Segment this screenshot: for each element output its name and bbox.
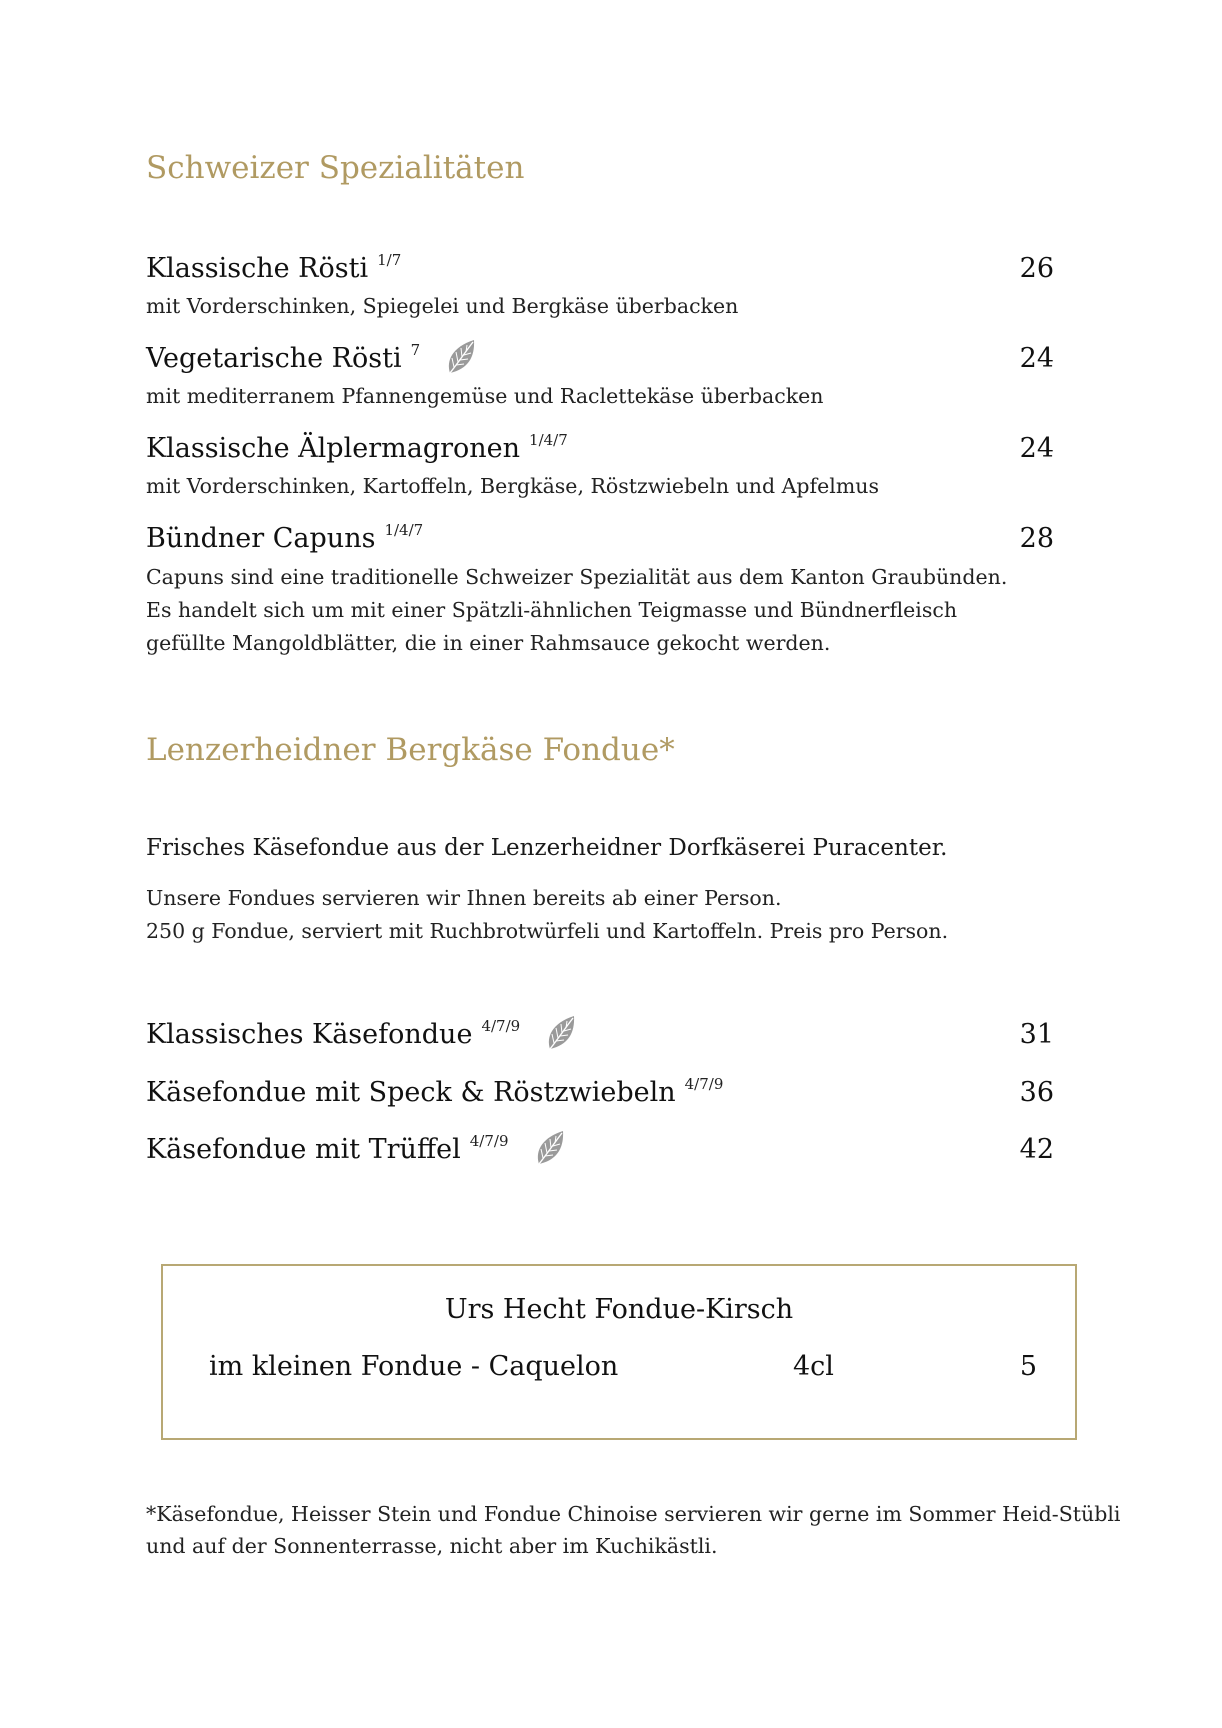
- item-description: mit Vorderschinken, Spiegelei und Bergkäse überbacken: [146, 294, 739, 318]
- menu-item-aelplermagronen: [146, 433, 568, 464]
- allergen-codes: 1/4/7: [384, 521, 424, 539]
- leaf-icon: [544, 1013, 578, 1060]
- leaf-icon: [444, 337, 478, 384]
- item-price: 26: [1019, 253, 1054, 284]
- kirsch-price: 5: [1019, 1351, 1037, 1382]
- item-name: Klassisches Käsefondue: [146, 1019, 473, 1050]
- allergen-codes: 7: [410, 341, 421, 359]
- item-description: mit mediterranem Pfannengemüse und Raclettekäse überbacken: [146, 384, 824, 408]
- menu-item-vegetarische-roesti: [146, 343, 478, 384]
- fondue-notes: Unsere Fondues servieren wir Ihnen bereits ab einer Person. 250 g Fondue, serviert mit Ruchbrotwürfeli und Kartoffeln. Preis pro Person.: [146, 886, 949, 943]
- item-price: 24: [1019, 343, 1054, 374]
- kirsch-box: [161, 1264, 1077, 1440]
- item-description: mit Vorderschinken, Kartoffeln, Bergkäse, Röstzwiebeln und Apfelmus: [146, 474, 879, 498]
- allergen-codes: 1/7: [377, 251, 402, 269]
- menu-item-kaesefondue-trueffel: [146, 1134, 567, 1175]
- allergen-codes: 4/7/9: [684, 1075, 724, 1093]
- allergen-codes: 4/7/9: [481, 1017, 521, 1035]
- item-name: Käsefondue mit Speck & Röstzwiebeln: [146, 1077, 676, 1108]
- item-name: Bündner Capuns: [146, 523, 376, 554]
- fondue-intro: Frisches Käsefondue aus der Lenzerheidner Dorfkäserei Puracenter.: [146, 835, 948, 861]
- menu-item-klassisches-kaesefondue: [146, 1019, 578, 1060]
- item-name: Klassische Rösti: [146, 253, 369, 284]
- allergen-codes: 4/7/9: [469, 1132, 509, 1150]
- kirsch-volume: 4cl: [793, 1351, 834, 1382]
- allergen-codes: 1/4/7: [529, 431, 568, 449]
- item-name: Vegetarische Rösti: [146, 343, 402, 374]
- menu-item-buendner-capuns: [146, 523, 423, 554]
- kirsch-label: im kleinen Fondue - Caquelon: [209, 1351, 619, 1382]
- item-price: 28: [1019, 523, 1054, 554]
- item-price: 31: [1019, 1019, 1054, 1050]
- item-name: Käsefondue mit Trüffel: [146, 1134, 461, 1165]
- leaf-icon: [533, 1128, 567, 1175]
- section-title-fondue: Lenzerheidner Bergkäse Fondue*: [146, 732, 675, 768]
- kirsch-title: Urs Hecht Fondue-Kirsch: [444, 1294, 794, 1325]
- menu-item-klassische-roesti: [146, 253, 401, 284]
- item-price: 42: [1019, 1134, 1054, 1165]
- menu-item-kaesefondue-speck: [146, 1077, 723, 1108]
- section-title-swiss-specialties: Schweizer Spezialitäten: [146, 150, 525, 186]
- item-price: 24: [1019, 433, 1054, 464]
- footnote: *Käsefondue, Heisser Stein und Fondue Chinoise servieren wir gerne im Sommer Heid-Stübli und auf der Sonnenterrasse, nicht aber im Kuchikästli.: [146, 1502, 1121, 1558]
- item-description: Capuns sind eine traditionelle Schweizer Spezialität aus dem Kanton Graubünden. Es handelt sich um mit einer Spätzli-ähnlichen Teigmasse und Bündnerfleisch gefüllte Mangoldblätter, die in einer Rahmsauce gekocht werden.: [146, 565, 1008, 655]
- item-price: 36: [1019, 1077, 1054, 1108]
- item-name: Klassische Älplermagronen: [146, 433, 521, 464]
